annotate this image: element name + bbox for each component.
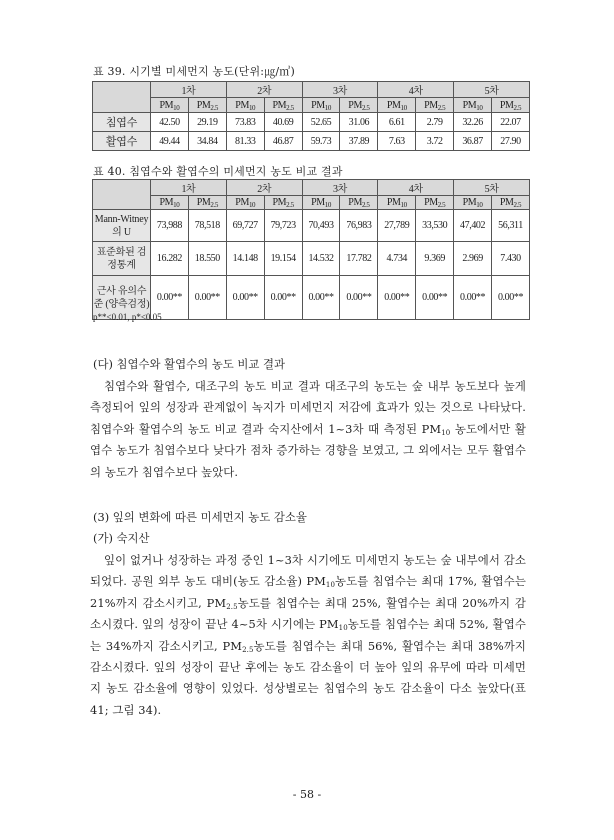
pm25-header: $PM_{2.5}$ <box>340 196 378 210</box>
table-cell: 0.00** <box>378 276 416 320</box>
text-run: 농도를 침엽수는 최대 52%, 활엽수는 34%까지 감소시키고, PM <box>90 617 526 653</box>
subscript: 10 <box>476 103 483 112</box>
subscript: 2.5 <box>210 103 218 112</box>
table-cell: 0.00** <box>264 276 302 320</box>
section-3-subheading: (가) 숙지산 <box>93 531 150 545</box>
period-header: 3차 <box>302 180 378 196</box>
subscript: 2.5 <box>226 602 238 611</box>
table-cell: 31.06 <box>340 113 378 132</box>
pm10-header: $PM_{10}$ <box>378 196 416 210</box>
subscript: 10 <box>338 624 348 633</box>
pm10-header: $PM_{10}$ <box>302 98 340 113</box>
subscript: 10 <box>248 201 256 209</box>
table-cell: 78,518 <box>188 210 226 242</box>
table-cell: 29.19 <box>188 113 226 132</box>
table-cell: 59.73 <box>302 132 340 151</box>
table39-period-row <box>93 82 530 98</box>
table-cell: 6.61 <box>378 113 416 132</box>
subscript: 2.5 <box>361 201 370 209</box>
subscript: 10 <box>476 201 483 209</box>
table-cell: 9.369 <box>416 242 454 276</box>
table-cell: 47,402 <box>454 210 492 242</box>
table-cell: 76,983 <box>340 210 378 242</box>
text-run: 잎이 없거나 성장하는 과정 중인 1~3차 시기에도 미세먼지 농도는 숲 내부에서 감소되었다. 공원 외부 농도 대비(농도 감소율) PM <box>90 553 526 589</box>
period-header: 1차 <box>151 180 227 196</box>
section-3-paragraph <box>90 550 526 721</box>
table40-period-row <box>93 180 530 196</box>
table-cell: 27.90 <box>492 132 530 151</box>
table-cell: 18.550 <box>188 242 226 276</box>
row-label: 표준화된 검정통계 <box>93 242 151 276</box>
table-cell: 40.69 <box>264 113 302 132</box>
pm10-header: $PM_{10}$ <box>151 98 189 113</box>
pm10-header: $PM_{10}$ <box>151 196 189 210</box>
text-run: 농도에서만 활엽수 농도가 침엽수보다 낮다가 점차 증가하는 경향을 보였고, 그 외에서는 모두 활엽수의 농도가 침엽수보다 높았다. <box>90 421 526 479</box>
text-run: 농도를 침엽수는 최대 17%, 활엽수는 21%까지 감소시키고, PM <box>90 574 526 610</box>
table-cell: 34.84 <box>188 132 226 151</box>
table-cell: 73.83 <box>226 113 264 132</box>
table39-caption: 표 39. 시기별 미세먼지 농도(단위:㎍/㎥) <box>93 65 295 78</box>
table-row <box>93 210 530 242</box>
period-header: 2차 <box>226 82 302 98</box>
period-header: 5차 <box>454 82 530 98</box>
table-cell: 33,530 <box>416 210 454 242</box>
subscript: 10 <box>325 581 336 590</box>
period-header: 5차 <box>454 180 530 196</box>
table-cell: 0.00** <box>492 276 530 320</box>
row-label: 활엽수 <box>93 132 151 151</box>
pm25-header: $PM_{2.5}$ <box>188 98 226 113</box>
table40-caption: 표 40. 침엽수와 활엽수의 미세먼지 농도 비교 결과 <box>93 165 343 178</box>
subscript: 10 <box>248 103 256 112</box>
table-cell: 70,493 <box>302 210 340 242</box>
row-label: Mann-Witney의 U <box>93 210 151 242</box>
pm10-header: $PM_{10}$ <box>226 98 264 113</box>
pm25-header: $PM_{2.5}$ <box>492 196 530 210</box>
subscript: 10 <box>324 103 331 112</box>
pm25-header: $PM_{2.5}$ <box>492 98 530 113</box>
subscript: 2.5 <box>513 201 522 209</box>
subscript: 2.5 <box>437 201 446 209</box>
subscript: 2.5 <box>286 201 294 209</box>
section-da-heading: (다) 침엽수와 활엽수의 농도 비교 결과 <box>93 357 286 371</box>
pm25-header: $PM_{2.5}$ <box>264 98 302 113</box>
pm25-header: $PM_{2.5}$ <box>264 196 302 210</box>
text-run: 침엽수와 활엽수, 대조구의 농도 비교 결과 대조구의 농도는 숲 내부 농도보다 높게 측정되어 잎의 성장과 관계없이 녹지가 미세먼지 저감에 효과가 있는 것으로 나타났다. 침엽수와 활엽수의 농도 비교 결과 숙지산에서 1~3차 때 측정된 PM <box>90 379 526 436</box>
subscript: 10 <box>441 428 451 437</box>
table-cell: 0.00** <box>340 276 378 320</box>
pm10-header: $PM_{10}$ <box>302 196 340 210</box>
table-cell: 52.65 <box>302 113 340 132</box>
table-cell: 42.50 <box>151 113 189 132</box>
table-cell: 79,723 <box>264 210 302 242</box>
subscript: 10 <box>400 201 407 209</box>
table40-note: p**<0.01, p*<0.05 <box>93 312 162 322</box>
table-cell: 19.154 <box>264 242 302 276</box>
row-label: 근사 유의수준 (양측검정) <box>93 276 151 320</box>
period-header: 4차 <box>378 82 454 98</box>
pm10-header: $PM_{10}$ <box>454 196 492 210</box>
subscript: 10 <box>324 201 331 209</box>
table-cell: 2.79 <box>416 113 454 132</box>
table-cell: 46.87 <box>264 132 302 151</box>
table-cell: 0.00** <box>302 276 340 320</box>
subscript: 2.5 <box>286 103 294 112</box>
text-run: 농도를 침엽수는 최대 25%, 활엽수는 최대 20%까지 감소시켰다. 잎의 성장이 끝난 4~5차 시기에는 PM <box>90 595 526 632</box>
pm25-header: $PM_{2.5}$ <box>188 196 226 210</box>
table39-pm-row <box>93 98 530 113</box>
pm25-header: $PM_{2.5}$ <box>416 98 454 113</box>
table-cell: 14.532 <box>302 242 340 276</box>
table-cell: 37.89 <box>340 132 378 151</box>
text-run: 농도를 침엽수는 최대 56%, 활엽수는 최대 38%까지 감소시켰다. 잎의 성장이 끝난 후에는 농도 감소율이 더 높아 잎의 유무에 따라 미세먼지 농도 감소율에 영향이 있었다. 성상별로는 침엽수의 농도 감소율이 다소 높았다(표 41; 그림 34). <box>90 638 526 717</box>
table-cell: 0.00** <box>188 276 226 320</box>
table-cell: 49.44 <box>151 132 189 151</box>
table-cell: 7.63 <box>378 132 416 151</box>
table-cell: 0.00** <box>226 276 264 320</box>
table-cell: 3.72 <box>416 132 454 151</box>
period-header: 4차 <box>378 180 454 196</box>
pm25-header: $PM_{2.5}$ <box>416 196 454 210</box>
pm25-header: $PM_{2.5}$ <box>340 98 378 113</box>
section-da-paragraph <box>90 376 526 483</box>
section-3-heading: (3) 잎의 변화에 따른 미세먼지 농도 감소율 <box>93 510 307 524</box>
table40 <box>92 179 530 320</box>
subscript: 10 <box>173 201 180 209</box>
table-cell: 56,311 <box>492 210 530 242</box>
period-header: 2차 <box>226 180 302 196</box>
pm10-header: $PM_{10}$ <box>378 98 416 113</box>
table-cell: 73,988 <box>151 210 189 242</box>
table-cell: 16.282 <box>151 242 189 276</box>
subscript: 2.5 <box>210 201 218 209</box>
table39 <box>92 81 530 151</box>
table40-corner <box>93 180 151 210</box>
row-label: 침엽수 <box>93 113 151 132</box>
table-cell: 27,789 <box>378 210 416 242</box>
table-row <box>93 242 530 276</box>
table-cell: 17.782 <box>340 242 378 276</box>
table-cell: 36.87 <box>454 132 492 151</box>
table-cell: 0.00** <box>151 276 189 320</box>
table-cell: 22.07 <box>492 113 530 132</box>
table-cell: 7.430 <box>492 242 530 276</box>
table-row <box>93 113 530 132</box>
subscript: 2.5 <box>242 645 254 654</box>
table-cell: 69,727 <box>226 210 264 242</box>
table-cell: 81.33 <box>226 132 264 151</box>
table-cell: 2.969 <box>454 242 492 276</box>
table39-corner <box>93 82 151 113</box>
pm10-header: $PM_{10}$ <box>454 98 492 113</box>
pm10-header: $PM_{10}$ <box>226 196 264 210</box>
page-number: - 58 - <box>292 788 322 801</box>
table-cell: 0.00** <box>416 276 454 320</box>
subscript: 2.5 <box>361 103 370 112</box>
table-cell: 32.26 <box>454 113 492 132</box>
table-row <box>93 132 530 151</box>
period-header: 3차 <box>302 82 378 98</box>
table40-pm-row <box>93 196 530 210</box>
subscript: 10 <box>173 103 180 112</box>
subscript: 10 <box>400 103 407 112</box>
subscript: 2.5 <box>513 103 522 112</box>
table-cell: 0.00** <box>454 276 492 320</box>
period-header: 1차 <box>151 82 227 98</box>
table-cell: 14.148 <box>226 242 264 276</box>
subscript: 2.5 <box>437 103 446 112</box>
table-cell: 4.734 <box>378 242 416 276</box>
